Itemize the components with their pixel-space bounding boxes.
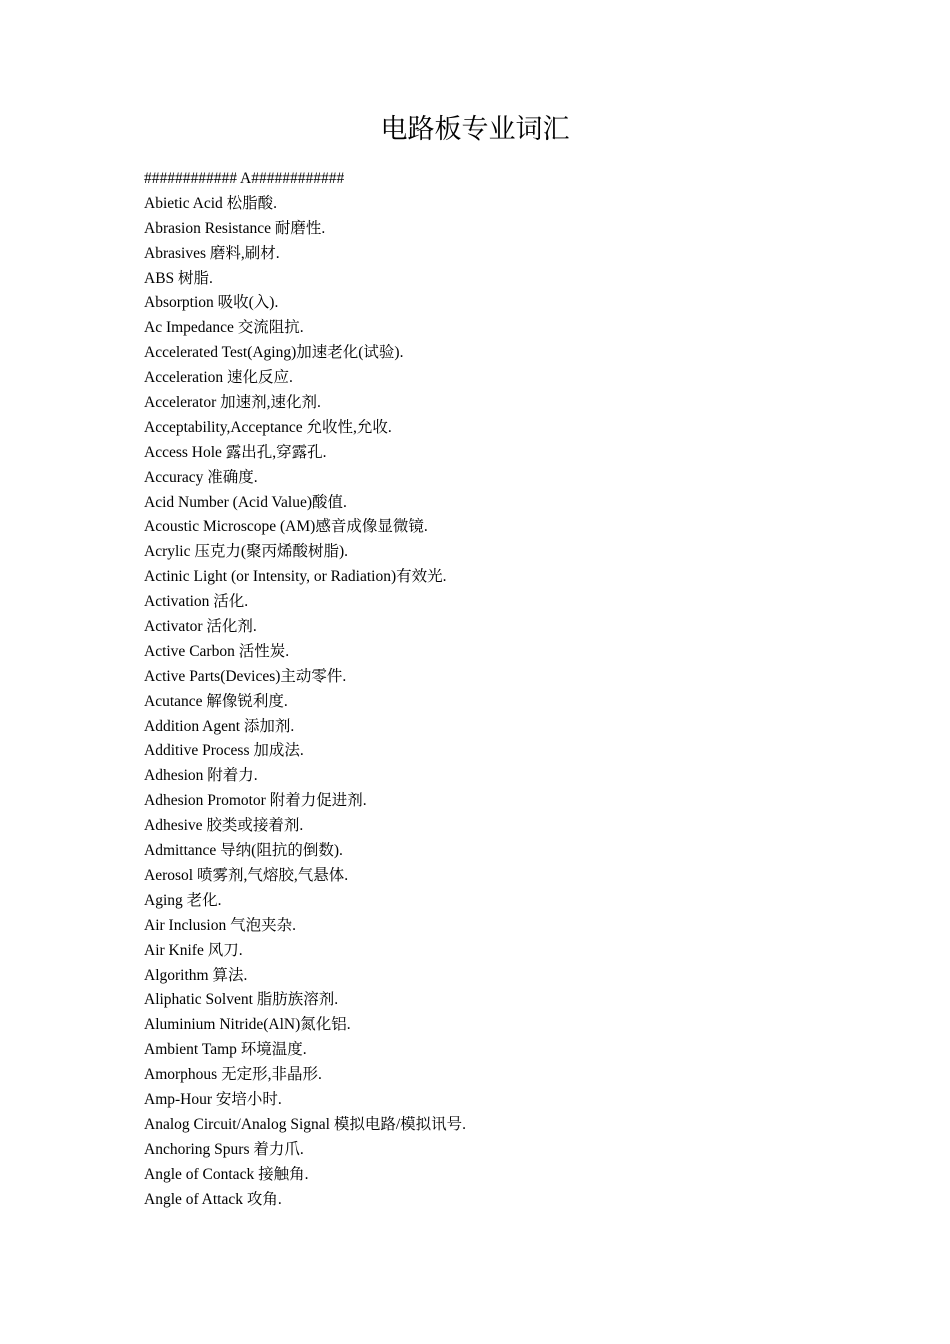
glossary-entry: Acid Number (Acid Value)酸值. bbox=[144, 493, 347, 511]
glossary-entry: Ac Impedance 交流阻抗. bbox=[144, 319, 304, 337]
glossary-entry: Active Parts(Devices)主动零件. bbox=[144, 667, 347, 685]
glossary-entry: Absorption 吸收(入). bbox=[144, 294, 279, 312]
glossary-entry: Acceleration 速化反应. bbox=[144, 369, 293, 387]
glossary-entry: ABS 树脂. bbox=[144, 269, 213, 287]
glossary-entry: Abrasion Resistance 耐磨性. bbox=[144, 219, 326, 237]
glossary-entry: Adhesive 胶类或接着剂. bbox=[144, 817, 304, 835]
glossary-entry: Accelerated Test(Aging)加速老化(试验). bbox=[144, 344, 404, 362]
glossary-entry: Anchoring Spurs 着力爪. bbox=[144, 1140, 304, 1158]
glossary-entry: Acceptability,Acceptance 允收性,允收. bbox=[144, 418, 392, 436]
glossary-entry: Aliphatic Solvent 脂肪族溶剂. bbox=[144, 991, 339, 1009]
glossary-entry: Accelerator 加速剂,速化剂. bbox=[144, 394, 321, 412]
glossary-entry: Aging 老化. bbox=[144, 891, 222, 909]
glossary-entry: Abietic Acid 松脂酸. bbox=[144, 194, 278, 212]
glossary-entry: Air Inclusion 气泡夹杂. bbox=[144, 916, 296, 934]
glossary-entry: Amp-Hour 安培小时. bbox=[144, 1090, 282, 1108]
glossary-entry: Angle of Attack 攻角. bbox=[144, 1190, 282, 1208]
glossary-entry: Ambient Tamp 环境温度. bbox=[144, 1041, 307, 1059]
glossary-list bbox=[144, 167, 904, 1212]
glossary-entry: Acutance 解像锐利度. bbox=[144, 692, 288, 710]
glossary-entry: Accuracy 准确度. bbox=[144, 468, 258, 486]
glossary-entry: Aluminium Nitride(AlN)氮化铝. bbox=[144, 1016, 351, 1034]
glossary-entry: Air Knife 风刀. bbox=[144, 941, 243, 959]
glossary-entry: Additive Process 加成法. bbox=[144, 742, 304, 760]
glossary-entry: Adhesion 附着力. bbox=[144, 767, 258, 785]
glossary-entry: Angle of Contack 接触角. bbox=[144, 1165, 309, 1183]
glossary-entry: Abrasives 磨料,刷材. bbox=[144, 244, 280, 262]
glossary-entry: Acoustic Microscope (AM)感音成像显微镜. bbox=[144, 518, 428, 536]
glossary-entry: Analog Circuit/Analog Signal 模拟电路/模拟讯号. bbox=[144, 1115, 467, 1133]
glossary-entry: Adhesion Promotor 附着力促进剂. bbox=[144, 792, 367, 810]
glossary-entry: Activation 活化. bbox=[144, 593, 249, 611]
glossary-entry: Algorithm 算法. bbox=[144, 966, 248, 984]
glossary-entry: Amorphous 无定形,非晶形. bbox=[144, 1066, 322, 1084]
glossary-entry: Addition Agent 添加剂. bbox=[144, 717, 295, 735]
glossary-entry: Acrylic 压克力(聚丙烯酸树脂). bbox=[144, 543, 349, 561]
glossary-entry: Activator 活化剂. bbox=[144, 618, 257, 636]
glossary-entry: Aerosol 喷雾剂,气熔胶,气悬体. bbox=[144, 866, 349, 884]
glossary-entry: Active Carbon 活性炭. bbox=[144, 642, 290, 660]
glossary-entry: Admittance 导纳(阻抗的倒数). bbox=[144, 842, 343, 860]
glossary-entry: Actinic Light (or Intensity, or Radiation)有效光. bbox=[144, 568, 447, 586]
document-title: 电路板专业词汇 bbox=[380, 114, 570, 145]
glossary-entry: Access Hole 露出孔,穿露孔. bbox=[144, 443, 327, 461]
section-header-a: ############ A############ bbox=[144, 170, 345, 187]
